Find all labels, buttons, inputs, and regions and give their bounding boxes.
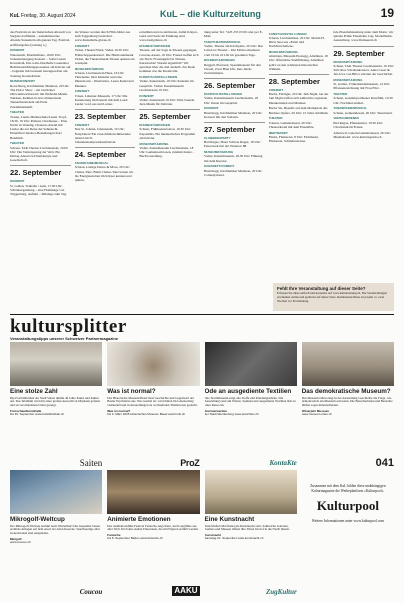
tip-photo	[302, 342, 394, 386]
category-label: KONZERT	[74, 89, 90, 94]
event-entry: Vaduz, Kunstmuseum, 18.30 Uhr: Führung mit dem Kurator.	[204, 154, 263, 163]
tip-card	[10, 342, 102, 467]
event-entry: Alberswil, Galerie/Gemeindesaal, 20 Uhr: Musikabend. www.kulturagenda.ch	[333, 130, 391, 139]
event-entry: Schaan, Liechtenstein Haus, 16 Uhr: Tinteneiter, Drei Künstler und eine Illustratorin – Illustration, Lesen Kunst und Musiker.	[74, 71, 134, 88]
tip-title: Ode an ausgediente Textilien	[204, 388, 292, 395]
partner-logo: AAKU	[174, 586, 198, 595]
tip-body: Der Mikrogolf-Weltcup kommt nach Winterthur! Die Aussteller bauen erstmals Anlagen auf dem Areal der Alten Kaserne. Spielfreudige aller Generationen sind eingeladen.	[10, 523, 100, 536]
category-label: KUNST/AUSSTELLUNGEN	[139, 75, 178, 80]
kultursplitter-subtitle: Veranstaltungstipps unserer Schweizer Partnermagazine	[10, 336, 119, 341]
tip-body: Das Museum Olten zeigt in der Ausstellung Geschichte die Frage, wie demokratisch ein Museum sein kann. Die Besucherinnen und Besucher dürfen sogar mitentscheiden.	[301, 395, 393, 408]
category-label: MUSEUM/FÜHRUNG	[74, 66, 104, 71]
tip-photo	[205, 470, 297, 514]
tip-photo	[10, 342, 102, 386]
tip-meta	[302, 410, 394, 417]
partner-logo: Saiten	[79, 458, 103, 467]
tip-title: Mikrogolf-Weltcup	[10, 516, 65, 523]
tip-meta-details[interactable]: der Stadt Werdenberg www.ansichten.ch	[204, 412, 259, 417]
date-heading: 27. September	[204, 122, 265, 134]
tip-card	[107, 470, 199, 596]
event-entry: Vaduz, Kunstraum 19 Uhr: Welt-Sounds. Jazz-Musik für Zuhören.	[139, 97, 195, 107]
publication-info	[10, 13, 160, 19]
tip-meta-details[interactable]: www.museum-olten.ch	[301, 412, 332, 417]
tip-meta-heading: Fantoche	[107, 532, 121, 537]
category-label: TANZ/BÜHNE/MUSICAL	[74, 161, 109, 166]
event-entry: Flums, Flumserei, 8 Uhr: Flohmarkt, Flumserei, Schlieferstrasse.	[268, 134, 319, 143]
partner-logo: 041	[375, 457, 394, 467]
tip-body: Das Historische Museum Basel lässt Geschichte und Gegenwart der Basler Psychiatrie aus. Was normal ist, wird mitten im Lebensalltag verhandelt und in Ausstellungen zu wechselnden Themen neu gedacht.	[107, 395, 198, 408]
event-entry: Ruggell, Pfarrsaal, Spezialkonzert für den Choral, Zwei Blue Uhr, Ines Jakob-Zwiebelmann.	[204, 62, 261, 76]
tip-meta-details[interactable]: bis 30. September www.fotobibliothek.ch	[10, 412, 65, 417]
category-label: BÜHNE/FÜHRUNGEN	[139, 123, 170, 128]
category-label: TANZ/BÜHNE/MUSICAL	[333, 106, 368, 111]
tip-meta	[205, 410, 297, 417]
date-heading: 22. September	[10, 165, 71, 177]
submit-event-teaser	[273, 283, 394, 311]
tip-title: Eine Kunstnacht	[204, 516, 255, 523]
tip-card	[205, 470, 297, 596]
category-label: CLUBBING/PARTY	[204, 136, 231, 141]
event-entry: Schaan, Ganzkörpertheater Kurzfilm, 19.30 Uhr: Nochmal einmal.	[333, 96, 393, 105]
tip-meta	[107, 534, 199, 541]
event-entry: Altstätten, Museum Prestegg, Altstätten, 18 Uhr: öffentliche Stadtführung. Altstätten geht's zu den schönsten historischen Winkeln.	[268, 54, 328, 71]
listing-column	[204, 30, 265, 280]
event-entry: Heerbrugg, Kirchhelmer Musikon, 20 Uhr: Konzert mit den Solisten.	[204, 110, 263, 119]
date-heading: 26. September	[204, 78, 265, 90]
event-entry: Vaduz, Kunstraum, 19 Uhr: Kunstler im Gespräch. Vaduz: Kunstmuseum Liechtenstein 19 Uhr.	[139, 79, 194, 92]
category-label: MUSEUM/FÜHRUNG	[204, 150, 234, 155]
tip-meta-heading: Was ist normal?	[107, 408, 131, 413]
category-label: MUSEUM/FÜHRUNG	[333, 78, 363, 83]
tip-card	[302, 470, 394, 596]
event-entry: Trasan, Lauth, Musikschule/Leuter Tropf, 18.30, 19 Uhr: Pamous Charmeuse – Eine Nacht in Venedig, Chanson-Abend mit Lieder die zur Reise der Sehnsucht, Ehrenfried Jakober-Bestellungen Karl Bandimir.	[10, 114, 68, 140]
event-entry: Buchs SG, Benefiz auf dem Marktplatz des Buchser Opfers, 20 Uhr: 15 Jahre Jubiläum.	[268, 106, 329, 115]
event-entry: Rorschberg, Kirchhelmer Musikon, 20 Uhr: The Dolor Show – ein verrückter Ohrwurmwettbewerb mit fünfzehn Musik-Stücken, Kellnen in den schmerzende Tannenbaum-hebt am Ende Zusammenkunft.	[10, 83, 70, 109]
category-label: KONZERT	[74, 44, 90, 49]
event-entry: dung unter Tel. +423 235 03 00 oder per E-Mail.	[204, 30, 263, 39]
category-label: KONZERT	[10, 48, 25, 53]
event-entry: St. Gallen, Völkerkundemuseum, 14 Uhr: Pflanzenzeichnung mit Frau Fritz.	[333, 82, 390, 91]
publication-date: Freitag, 30. August 2024	[21, 13, 76, 19]
event-entry: Buchs, Fabrigut, 20 Uhr: Jam Night, bei der Jam Night treffen sich zahlreiche regionale Musikerinnen und Musiker.	[268, 92, 329, 105]
tip-body: Zum fünften Mal findet die Kunstnacht statt. Zahlreiche Galerien, Ateliers und Museen öffnen ihre Türen bis tief in die Nacht hinein.	[204, 523, 290, 532]
tip-photo	[205, 342, 297, 386]
partner-logo: ProZ	[180, 458, 200, 467]
tip-meta-heading: Oltnerjahr Museum	[301, 408, 330, 413]
tip-meta-details[interactable]: www.coucou.ch	[10, 540, 31, 545]
tip-meta	[205, 534, 297, 541]
tip-photo	[107, 342, 199, 386]
category-label: THEATER	[10, 110, 24, 115]
date-heading: 29. September	[333, 46, 394, 58]
listing-column	[139, 30, 200, 280]
category-label: KONZERT	[10, 179, 25, 184]
category-label: BÜHNE/FÜHRUNGEN	[139, 44, 170, 49]
partner-logo: KontaKte	[269, 459, 297, 467]
kultursplitter-band	[10, 314, 394, 339]
category-label: MUSIK/KONZERT	[10, 79, 35, 84]
event-entry: Vaduz, Kunstmuseum Liechtenstein, 18 Uhr: Kunst im Gespräch.	[204, 96, 258, 105]
category-label: MUSEUM/FÜHRUNG	[139, 141, 169, 146]
tip-title: Was ist normal?	[107, 388, 156, 395]
tip-meta-heading: Sommerwerden	[204, 408, 228, 413]
tip-meta-details[interactable]: bis 8. September Baden www.fantoche.ch	[107, 536, 163, 541]
event-entry: ins Wasser werden durch Film-bilder aus dem Toggenburg bereichert. www.Kunsthalle-glarus.ch	[74, 30, 131, 43]
date-heading: 28. September	[269, 74, 330, 86]
category-label: TANZ/THEATER/MUSICAL	[204, 40, 242, 44]
promo-text: Zusammen mit dem KuL bilden diese unabhängigen Kulturmagazine die Werbeplattform «Kulturpool».	[310, 484, 386, 493]
publication-name: KuL	[10, 13, 20, 19]
event-entry: Vaduz, Theater am Kirchplatz, 20 Uhr: Das Leben ist Theater – Die Mittwochsabend vom 16 bis 22 Uhr im gesamten Tage.	[204, 44, 263, 57]
category-label: KUNST/AUSSTELLUNGEN	[268, 31, 307, 36]
tip-meta-details[interactable]: Samstag 21. September www.kunstnacht.ch	[204, 536, 264, 541]
category-label: MUSEUM/FÜHRUNG	[268, 49, 298, 54]
category-label: MEETMARKT	[268, 130, 288, 135]
listing-column	[75, 30, 136, 280]
tip-title: Animierte Emotionen	[107, 516, 171, 523]
category-label: KUNST/AUSSTELLUNGEN	[204, 92, 242, 97]
event-entry: en kühlen und zu aktivieren, damit Körper, Geist und Seele im Einklang sind. www.lustigdance.ch	[139, 30, 198, 43]
event-entry: fels-Eisenbahnzeitung unter dem Motto: wir spielen Prime Eisenbahn Cup, Modellbahn-Ausstellung. www.flumsereii.ch	[333, 30, 394, 43]
event-entry: Trisen, Lüterner-Museum, 17 Uhr: Die Kuratierung im Kontext mit dem Lead: Lieder von Lass und Lerner.	[74, 93, 128, 107]
tip-body: Das Animationsfilm-Festival Fantoche zeigt Kurz- und Langfilme aus aller Welt. Im Fokus stehen Emotionen, die mit Figuren erzählt werden.	[107, 523, 199, 532]
promo-keyword: Kulturpool	[316, 498, 379, 514]
tip-meta	[107, 410, 199, 417]
listing-column	[10, 30, 71, 280]
tips-row-top	[10, 342, 394, 467]
page-number: 19	[380, 6, 394, 20]
event-entry: Walenstadt, Monthelltaus, 16.00 Uhr: Sonnenuntergang Konzert – Solist Lukaš Kontrabaß, Das wahr-fabelhafte Lauentaler Bezirksausbildungsposaunen am Klavier auf – begleitet mit berenem berengeordnet am Sonntag Konstellation.	[10, 52, 71, 78]
category-label: THEATER	[10, 141, 24, 146]
tip-meta-details[interactable]: bis 9. März 2025 Historisches Museum Basel www.hmb.ch	[107, 412, 186, 417]
date-heading: 24. September	[75, 147, 136, 159]
tip-card	[10, 470, 102, 596]
section-title: KuL – die Kulturzeitung	[160, 9, 261, 19]
event-entry: Triesen, Gemeindesaal, 20 Uhr: Theaterabend mit dem Ensemble.	[268, 120, 315, 129]
tip-meta-heading: Kunstnacht	[204, 532, 221, 537]
event-entry: des Festivals in der malerischen Altstadt von Sargans darfthema – ausnahmsweise Abende Sunsetteln am ganzen Tag. Festival-eröffnungsfest (Leitung a.)	[10, 30, 71, 47]
category-label: KONZERT	[204, 106, 219, 111]
tip-card	[107, 342, 199, 467]
date-heading: 25. September	[139, 109, 200, 121]
event-entry: Schaan, TAK Theater Liechtenstein, 19.00 Uhr: Die Verkörperung der Welt. Ein Dialog-Abend zu Dramaturgie und Gesellschaft.	[10, 145, 68, 163]
tip-meta-heading: Minigolf	[10, 536, 22, 541]
category-label: VERSCHIEDENES	[333, 116, 360, 121]
listing-column	[269, 30, 330, 280]
category-label: THEATER	[268, 116, 283, 121]
tip-body: Das Textilmuseum zeigt alte Stoffe und Kleidungsstücke. Die Ausstellung rund um Weben, Spinnen und ausgediente Textilien lädt zu einer Reise ein.	[204, 395, 296, 408]
event-entry: Schaan, Liechtenhaus, 20 Uhr: Martin H. Dievi liest aus «Fabel und Nachbarschaften».	[268, 35, 325, 49]
category-label: KONZERT	[139, 93, 154, 98]
tip-card	[302, 342, 394, 467]
promo-link-text[interactable]: Weitere Informationen unter www.kulturpool.com	[311, 519, 384, 524]
tip-photo	[10, 470, 102, 514]
category-label: MUSEUM/FÜHRUNG	[333, 59, 363, 64]
category-label: KABARETT/COMEDY	[204, 164, 235, 169]
partner-logo: ZugKultur	[266, 588, 297, 596]
tip-body: Die Fotobibliothek der Stadt Saiten nimmt 40 Jahre Kunst und Kultur auf. Das Jubiläum wird mit einer großen Auswahl an Objekten gefeiert und an verschiedenen Orten gezeigt.	[10, 395, 101, 408]
event-entry: Neu St. Johann, Johanneum, 19 Uhr: Festplatten! Ein zwerchfellerschütternder Abend am St. Johanneskompositionsfestival.	[74, 127, 131, 145]
tip-title: Eine stolze Zahl	[10, 388, 58, 395]
event-entry: Schaan, Gemeindesaal, 20 Uhr: Tanzabend.	[333, 110, 393, 115]
event-listings	[10, 30, 394, 280]
partner-logo: Coucou	[79, 588, 103, 596]
tip-meta	[10, 410, 102, 417]
tip-title: Das demokratische Museum?	[301, 388, 391, 395]
tip-photo	[107, 470, 199, 514]
event-entry: St. Gallen, Tonhalle / Aula, 17.00 Uhr: Schönbergzeitung – eine Hommage von Triggerburg, Auftakt – Mitsinge zum Tag.	[10, 183, 67, 197]
event-entry: Bad Ragaz, Pfannenstiel, 19.30 Uhr: Chormusik im Freien.	[333, 120, 383, 129]
tip-meta	[10, 538, 102, 545]
event-entry: Vaduz, Theater/Werk, Vaduz 10.30 Uhr: Frühschoppenkonzert. Die Harmoniemusik Vaduz, die Theatermusik Triesen spielen ein Gastspiel.	[74, 48, 135, 66]
tips-row-bottom	[10, 470, 394, 596]
event-entry: Schaan, Frühkonzertsalon, 19.30 Uhr: Kapazitäts. Ein musikalisches Programm am Klavier.	[139, 127, 196, 140]
page-header	[10, 6, 394, 26]
listing-column	[333, 30, 394, 280]
category-label: BÜHNE/FÜHRUNGEN	[204, 58, 235, 63]
category-label: KONZERT	[268, 87, 284, 92]
teaser-body: Erfassen Sie diese einfach und kostenlos auf www.kulturzeitung.ch. Die Veranstaltungen erscheinen online und gedruckt auf dieser Seite. Redaktionsschluss ist jeweils ca. zwei Wochen vor Erscheinung.	[277, 291, 387, 303]
event-entry: Triesen, auf der Saga in Triesen gegangen, Lawena-Ausen, 16 Uhr: Frauen treffen sich am Tisch. Frauengipfel in Triesen, Kurzstation! Warum eigentlich? Wir sprechen über die drei deshalb. Zur Rede kommen wie die Kreativität.	[139, 48, 199, 74]
tip-card	[205, 342, 297, 467]
date-heading: 23. September	[75, 109, 136, 121]
event-entry: Heerbrugg, Kirchhelmer Musikon, 20 Uhr: Comedyabend.	[204, 168, 263, 177]
kultursplitter-title: kultursplitter	[10, 316, 127, 337]
teaser-title: Fehlt Ihre Veranstaltung auf dieser Seite?	[277, 286, 366, 291]
category-label: THEATER	[333, 92, 348, 97]
event-entry: Vaduz, Kunstmuseum Liechtenstein, 18 Uhr: Gemeinsam lesen, rundum Kunst – Buchvorstellung.	[139, 145, 195, 159]
category-label: KONZERT	[74, 123, 90, 128]
event-entry: Bad Ragaz, Hotel Schloss Ragaz, 18 Uhr: Feuerwerk mit der Tentance 88.	[204, 140, 261, 149]
event-entry: Schaan, TAK Theater Liechtenstein, 16 Uhr: Stilvolles Schaltenkonzert. Anna Cesar & Jan-Uwe von Bibor schaltet der Geschichte.	[333, 63, 394, 77]
tip-meta-heading: Fotoschau/Kunsthalle	[10, 408, 42, 413]
event-entry: Schaan, Lustige Dance & More, 20 Uhr: Chalea-Tanz. Beim Chalea-Tanz lernen wir die Energiezentren im Körper kennen und spüren.	[74, 165, 134, 183]
